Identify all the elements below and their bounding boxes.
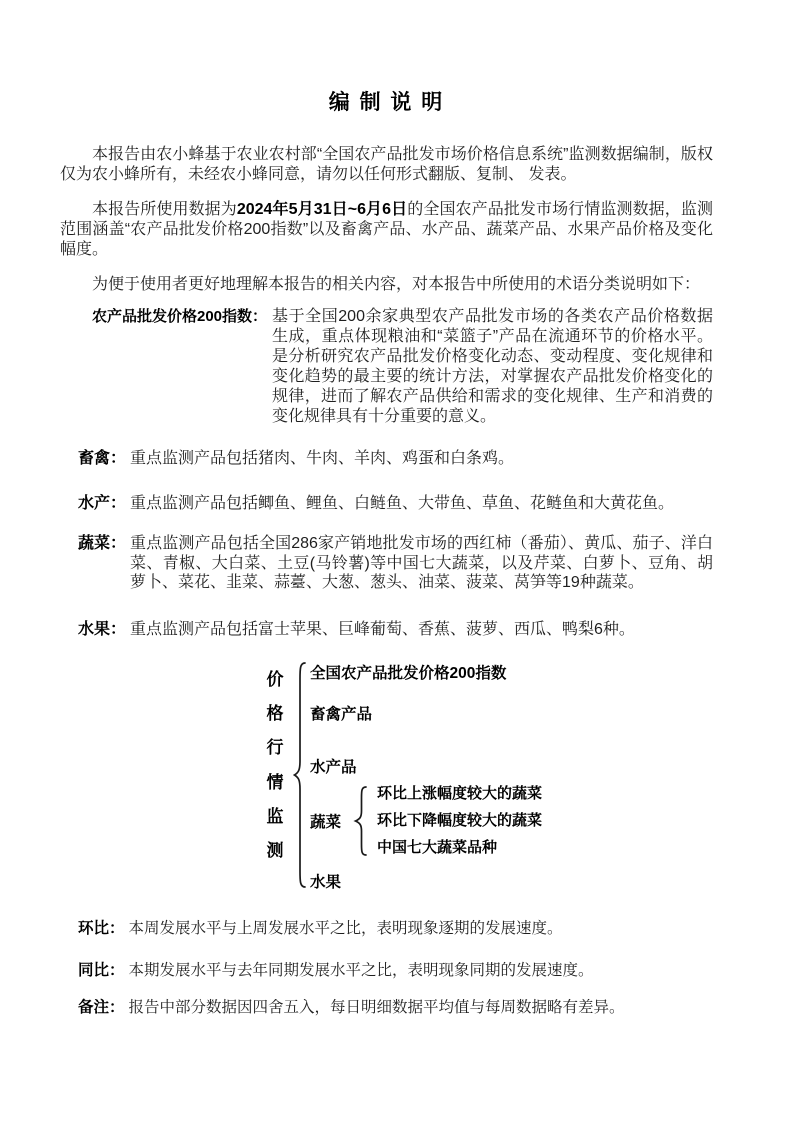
category-term-fruit: 水果： bbox=[78, 620, 127, 638]
diagram-root-label bbox=[265, 665, 285, 861]
intro-paragraph-3: 为便于使用者更好地理解本报告的相关内容，对本报告中所使用的术语分类说明如下： bbox=[92, 276, 701, 293]
category-row-vegetable bbox=[60, 534, 713, 593]
root-char: 测 bbox=[266, 840, 284, 860]
index-definition-row bbox=[60, 307, 713, 427]
curly-brace-vegetable bbox=[353, 785, 368, 857]
category-text-livestock: 重点监测产品包括猪肉、牛肉、羊肉、鸡蛋和白条鸡。 bbox=[130, 450, 515, 467]
category-text-aquatic: 重点监测产品包括鲫鱼、鲤鱼、白鲢鱼、大带鱼、草鱼、花鲢鱼和大黄花鱼。 bbox=[130, 494, 675, 512]
report-date-range: 2024年5月31日~6月6日 bbox=[236, 201, 408, 218]
vegetable-sub-item-seven-major: 中国七大蔬菜品种 bbox=[377, 839, 498, 856]
note-text-year-on-year: 本期发展水平与去年同期发展水平之比，表明现象同期的发展速度。 bbox=[128, 962, 594, 979]
root-char: 情 bbox=[266, 772, 284, 792]
category-text-vegetable: 重点监测产品包括全国286家产销地批发市场的西红柿（番茄）、黄瓜、茄子、洋白菜、青椒、大白菜、土豆(马铃薯)等中国七大蔬菜，以及芹菜、白萝卜、豆角、胡萝卜、菜花、韭菜、蒜薹、大葱、葱头、油菜、菠菜、莴笋等19种蔬菜。 bbox=[130, 535, 713, 591]
root-char: 行 bbox=[266, 738, 284, 758]
curly-brace-main bbox=[293, 661, 307, 889]
category-text-fruit: 重点监测产品包括富士苹果、巨峰葡萄、香蕉、菠萝、西瓜、鸭梨6种。 bbox=[130, 620, 635, 638]
note-term-remark: 备注： bbox=[78, 999, 125, 1016]
diagram-branch-fruit: 水果 bbox=[310, 874, 342, 891]
root-char: 价 bbox=[266, 670, 284, 689]
note-row-year-on-year bbox=[60, 961, 713, 981]
note-text-week-on-week: 本周发展水平与上周发展水平之比，表明现象逐期的发展速度。 bbox=[128, 920, 563, 937]
diagram-branch-index200: 全国农产品批发价格200指数 bbox=[310, 665, 507, 682]
vegetable-sub-item-falling: 环比下降幅度较大的蔬菜 bbox=[377, 812, 543, 829]
diagram-branch-vegetable: 蔬菜 bbox=[310, 814, 342, 831]
category-row-fruit bbox=[60, 620, 713, 640]
intro-paragraph-2-post: 的全国农产品批发市场行情监测数据，监测范围涵盖“农产品批发价格200指数”以及畜禽产品、水产品、蔬菜产品、水果产品价格及变化幅度。 bbox=[60, 201, 713, 258]
note-text-remark: 报告中部分数据因四舍五入，每日明细数据平均值与每周数据略有差异。 bbox=[128, 999, 625, 1016]
diagram-branch-livestock: 畜禽产品 bbox=[310, 706, 373, 723]
diagram-branch-aquatic: 水产品 bbox=[310, 759, 357, 776]
index-definition-text: 基于全国200余家典型农产品批发市场的各类农产品价格数据生成，重点体现粮油和“菜篮子”产品在流通环节的价格水平。是分析研究农产品批发价格变化动态、变动程度、变化规律和变化趋势的最主要的统计方法，对掌握农产品批发价格变化的规律，进而了解农产品供给和需求的变化规律、生产和消费的变化规律具有十分重要的意义。 bbox=[272, 308, 713, 425]
intro-paragraph-2 bbox=[60, 200, 713, 260]
diagram-branch-vegetable-group bbox=[310, 784, 542, 858]
intro-paragraph-2-pre: 本报告所使用数据为 bbox=[92, 201, 237, 218]
vegetable-sub-item-rising: 环比上涨幅度较大的蔬菜 bbox=[377, 785, 543, 802]
category-term-vegetable: 蔬菜： bbox=[78, 535, 127, 552]
diagram-branches bbox=[310, 661, 542, 895]
page-title: 编 制 说 明 bbox=[328, 91, 445, 114]
intro-paragraph-1: 本报告由农小蜂基于农业农村部“全国农产品批发市场价格信息系统”监测数据编制，版权仅为农小蜂所有，未经农小蜂同意，请勿以任何形式翻版、复制、 发表。 bbox=[60, 146, 713, 183]
index-definition-term: 农产品批发价格200指数： bbox=[92, 308, 268, 325]
category-row-aquatic bbox=[60, 494, 713, 514]
note-row-week-on-week bbox=[60, 919, 713, 939]
note-term-week-on-week: 环比： bbox=[78, 920, 125, 937]
root-char: 格 bbox=[266, 704, 284, 724]
category-row-livestock bbox=[60, 449, 713, 469]
category-term-aquatic: 水产： bbox=[78, 494, 127, 512]
category-term-livestock: 畜禽： bbox=[78, 450, 127, 467]
root-char: 监 bbox=[266, 806, 284, 826]
note-term-year-on-year: 同比： bbox=[78, 962, 125, 979]
note-row-remark bbox=[60, 998, 713, 1018]
price-monitoring-diagram bbox=[265, 661, 713, 895]
vegetable-sub-branches bbox=[377, 784, 542, 858]
